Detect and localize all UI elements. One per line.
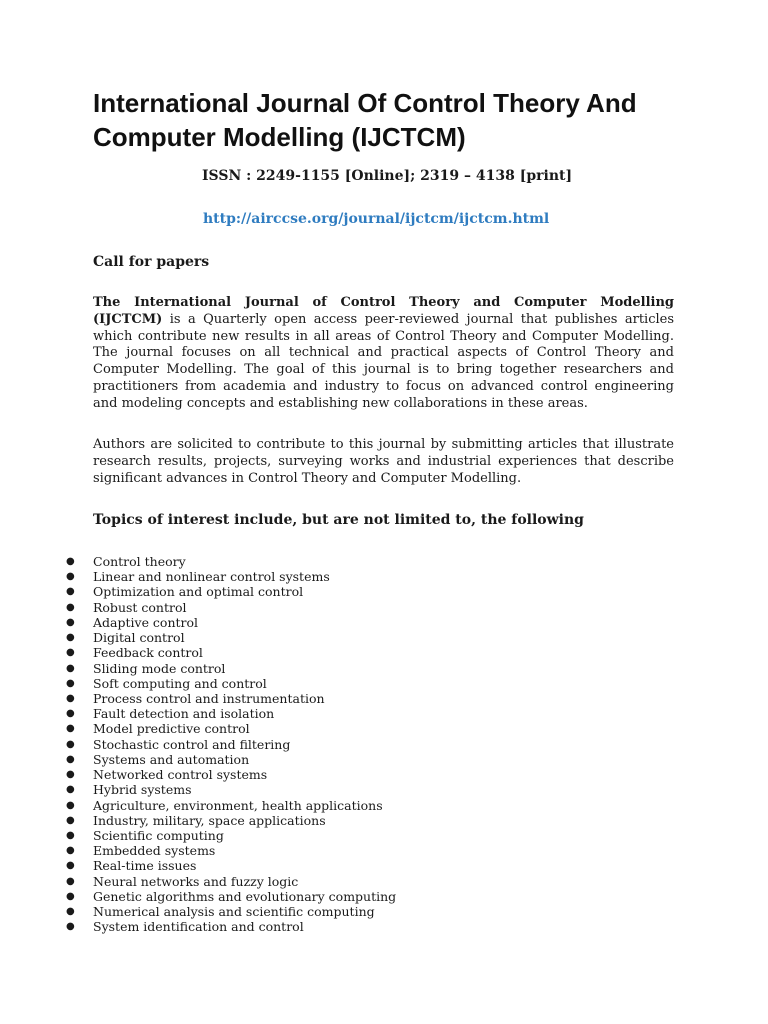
- list-item: [0, 919, 600, 934]
- intro-paragraph: [93, 295, 674, 413]
- list-item: [0, 782, 600, 797]
- list-item: [0, 691, 600, 706]
- authors-paragraph: Authors are solicited to contribute to this journal by submitting articles that illustrate research results, projects, surveying works and industrial experiences that describe significant advances in Control Theory and Computer Modelling.: [93, 437, 674, 486]
- list-item: [0, 843, 600, 858]
- list-item: [0, 889, 600, 904]
- bullet-icon: ●: [66, 556, 75, 567]
- topic-label: Process control and instrumentation: [93, 690, 325, 706]
- bullet-icon: ●: [66, 784, 75, 796]
- bullet-icon: ●: [66, 829, 75, 841]
- topic-label: Scientific computing: [93, 827, 224, 843]
- list-item: [0, 721, 600, 736]
- bullet-icon: ●: [66, 586, 75, 598]
- topic-label: Linear and nonlinear control systems: [93, 569, 330, 585]
- list-item: [0, 767, 600, 782]
- topic-label: Control theory: [93, 554, 186, 569]
- bullet-icon: ●: [66, 799, 75, 811]
- bullet-icon: ●: [66, 616, 75, 628]
- list-item: [0, 874, 600, 889]
- list-item: [0, 600, 600, 615]
- list-item: [0, 737, 600, 752]
- topics-heading: Topics of interest include, but are not limited to, the following: [93, 512, 584, 528]
- bullet-icon: ●: [66, 738, 75, 750]
- bullet-icon: ●: [66, 662, 75, 674]
- bullet-icon: ●: [66, 845, 75, 857]
- topic-label: Genetic algorithms and evolutionary computing: [93, 888, 397, 904]
- topic-label: Model predictive control: [93, 721, 250, 737]
- topic-label: Robust control: [93, 599, 187, 615]
- list-item: [0, 615, 600, 630]
- list-item: [0, 569, 600, 584]
- topic-label: Optimization and optimal control: [93, 584, 304, 600]
- bullet-icon: ●: [66, 906, 75, 918]
- topic-label: Feedback control: [93, 645, 203, 661]
- page-title: International Journal Of Control Theory And Computer Modelling (IJCTCM): [93, 88, 637, 152]
- topic-label: Real-time issues: [93, 858, 197, 874]
- bullet-icon: ●: [66, 814, 75, 826]
- list-item: [0, 752, 600, 767]
- topic-label: Soft computing and control: [93, 675, 267, 691]
- bullet-icon: ●: [66, 890, 75, 902]
- topic-label: Digital control: [93, 630, 185, 646]
- topic-label: Industry, military, space applications: [93, 812, 326, 828]
- topic-label: Hybrid systems: [93, 782, 192, 798]
- bullet-icon: ●: [66, 921, 75, 933]
- list-item: [0, 661, 600, 676]
- journal-url-link[interactable]: http://airccse.org/journal/ijctcm/ijctcm.html: [203, 211, 550, 227]
- intro-description: is a Quarterly open access peer-reviewed journal that publishes articles which contribute new results in all areas of Control Theory and Computer Modelling. The journal focuses on all technical and practical aspects of Control Theory and Computer Modelling. The goal of this journal is to bring together researchers and practitioners from academia and industry to focus on advanced control engineering and modeling concepts and establishing new collaborations in these areas.: [93, 311, 674, 411]
- bullet-icon: ●: [66, 677, 75, 689]
- bullet-icon: ●: [66, 571, 75, 583]
- call-for-papers-heading: Call for papers: [93, 254, 210, 270]
- list-item: [0, 676, 600, 691]
- list-item: [0, 828, 600, 843]
- list-item: [0, 645, 600, 660]
- topic-label: Neural networks and fuzzy logic: [93, 873, 299, 889]
- list-item: [0, 706, 600, 721]
- topic-label: Fault detection and isolation: [93, 706, 275, 722]
- bullet-icon: ●: [66, 753, 75, 765]
- bullet-icon: ●: [66, 601, 75, 613]
- bullet-icon: ●: [66, 647, 75, 659]
- topic-label: Numerical analysis and scientific computing: [93, 904, 375, 920]
- topic-label: Systems and automation: [93, 751, 250, 767]
- list-item: [0, 798, 600, 813]
- list-item: [0, 554, 600, 569]
- bullet-icon: ●: [66, 769, 75, 781]
- bullet-icon: ●: [66, 632, 75, 644]
- topic-label: Networked control systems: [93, 767, 268, 783]
- list-item: [0, 584, 600, 599]
- topic-label: Sliding mode control: [93, 660, 226, 676]
- intro-journal-name: The International Journal of Control Theory and Computer Modelling (IJCTCM): [93, 295, 674, 327]
- list-item: [0, 904, 600, 919]
- bullet-icon: ●: [66, 708, 75, 720]
- bullet-icon: ●: [66, 875, 75, 887]
- bullet-icon: ●: [66, 692, 75, 704]
- list-item: [0, 858, 600, 873]
- topics-list: [0, 554, 600, 934]
- list-item: [0, 813, 600, 828]
- list-item: [0, 630, 600, 645]
- topic-label: Stochastic control and filtering: [93, 736, 291, 752]
- topic-label: Adaptive control: [93, 614, 199, 630]
- topic-label: Agriculture, environment, health applications: [93, 797, 383, 813]
- issn-line: ISSN : 2249-1155 [Online]; 2319 – 4138 [print]: [202, 168, 573, 184]
- bullet-icon: ●: [66, 860, 75, 872]
- topic-label: Embedded systems: [93, 843, 216, 859]
- topic-label: System identification and control: [93, 919, 304, 935]
- bullet-icon: ●: [66, 723, 75, 735]
